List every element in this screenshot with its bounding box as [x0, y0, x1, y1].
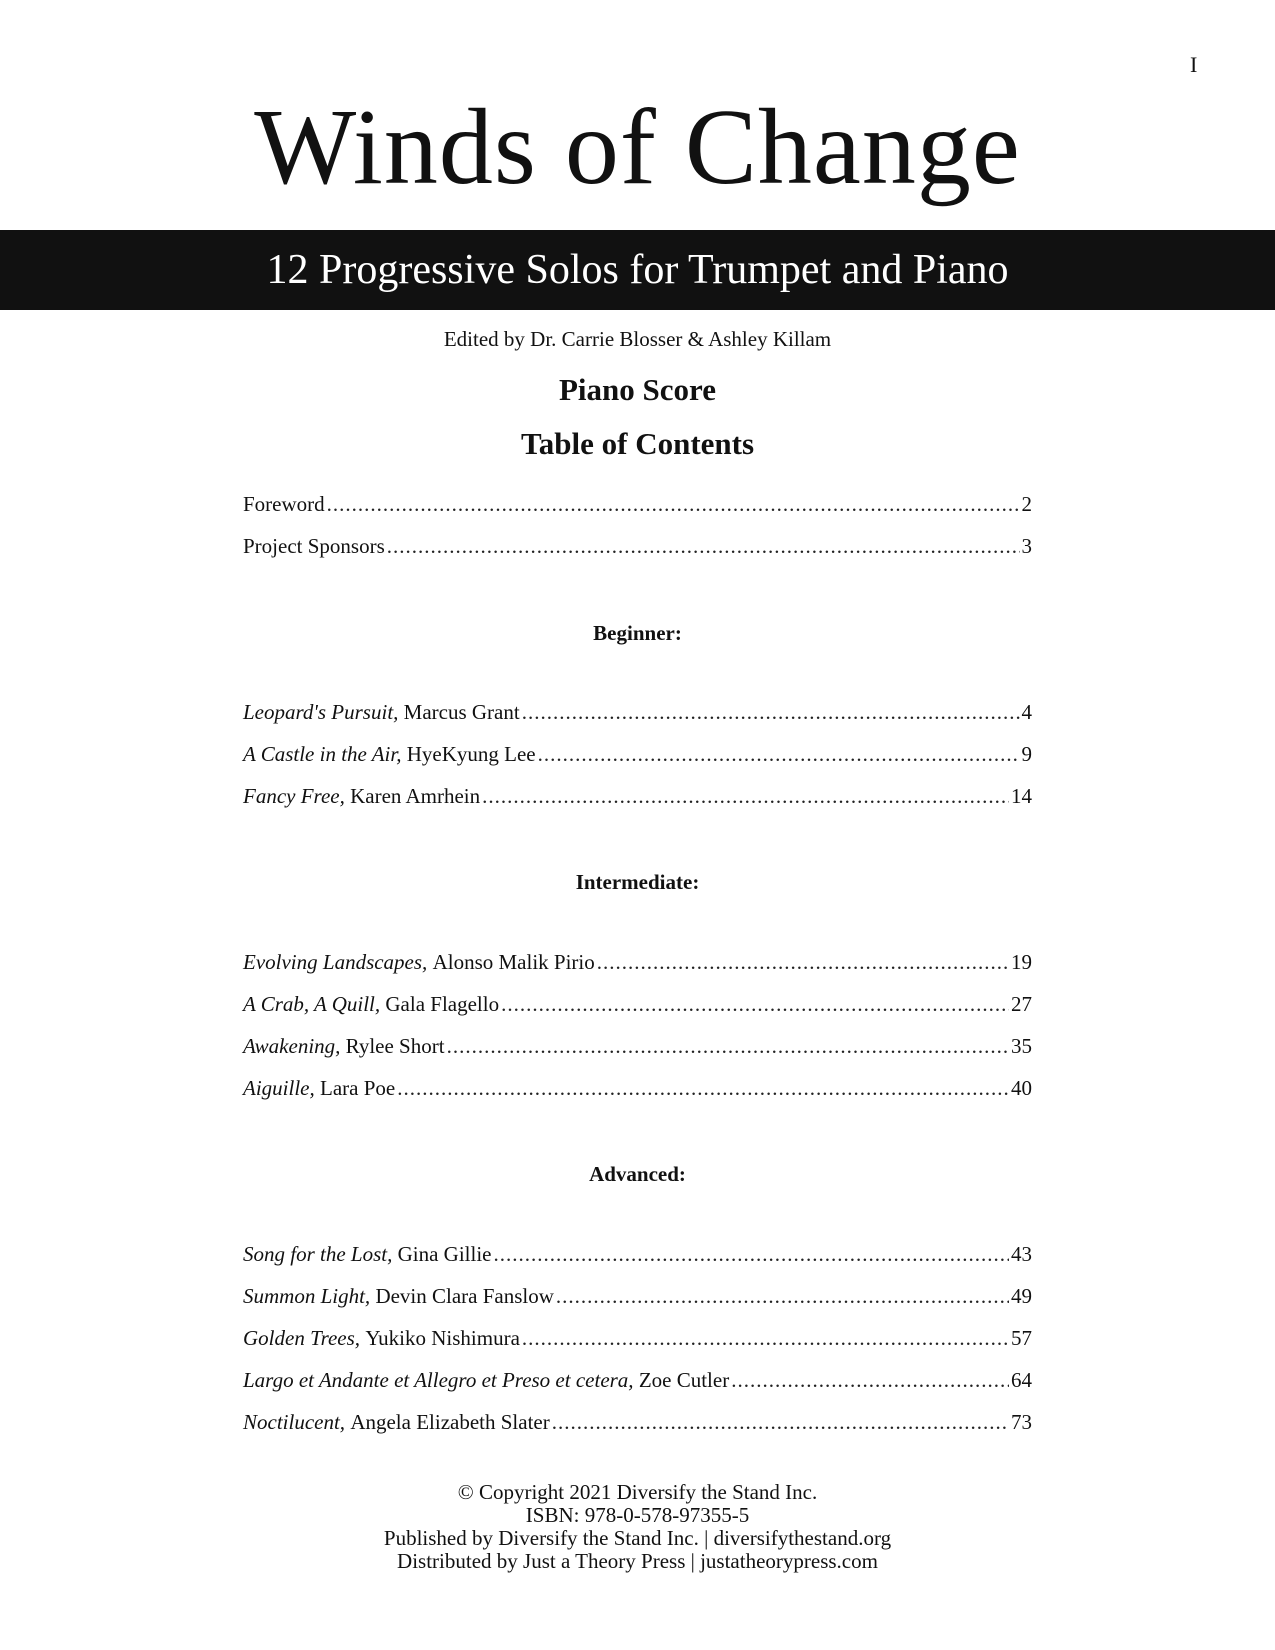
- toc-composer: Devin Clara Fanslow: [375, 1284, 554, 1308]
- toc-row[interactable]: [243, 1242, 1032, 1272]
- toc-work-title: Summon Light,: [243, 1284, 371, 1308]
- toc-composer: Alonso Malik Pirio: [432, 950, 595, 974]
- editors-credit: Edited by Dr. Carrie Blosser & Ashley Killam: [443, 327, 832, 351]
- copyright-line: © Copyright 2021 Diversify the Stand Inc.: [457, 1480, 818, 1504]
- subtitle: 12 Progressive Solos for Trumpet and Piano: [266, 247, 1009, 293]
- subtitle-banner: [0, 230, 1275, 310]
- dot-leader: [387, 534, 1020, 559]
- toc-composer: HyeKyung Lee: [406, 742, 536, 766]
- dot-leader: [501, 992, 1009, 1017]
- toc-row[interactable]: [243, 992, 1032, 1022]
- score-label: Piano Score: [559, 372, 716, 407]
- dot-leader: [552, 1410, 1009, 1435]
- dot-leader: [538, 742, 1020, 767]
- dot-leader: [522, 700, 1020, 725]
- toc-row[interactable]: [243, 1284, 1032, 1314]
- toc-page-number: 14: [1011, 784, 1032, 808]
- dot-leader: [397, 1076, 1009, 1101]
- toc-page-number: 43: [1011, 1242, 1032, 1266]
- page-title: Winds of Change: [254, 88, 1021, 207]
- toc-page-number: 4: [1021, 700, 1032, 724]
- toc-composer: Lara Poe: [320, 1076, 396, 1100]
- toc-work-title: Golden Trees,: [243, 1326, 361, 1350]
- toc-composer: Gina Gillie: [397, 1242, 492, 1266]
- toc-entry-title: Foreword: [243, 492, 325, 516]
- toc-work-title: Song for the Lost,: [243, 1242, 393, 1266]
- dot-leader: [556, 1284, 1009, 1309]
- toc-page-number: 35: [1011, 1034, 1032, 1058]
- toc-composer: Angela Elizabeth Slater: [350, 1410, 550, 1434]
- toc-work-title: Leopard's Pursuit,: [243, 700, 399, 724]
- toc-heading: Table of Contents: [520, 426, 755, 461]
- toc-row[interactable]: [243, 1410, 1032, 1440]
- toc-work-title: Largo et Andante et Allegro et Preso et cetera,: [243, 1368, 634, 1392]
- toc-page-number: 73: [1011, 1410, 1032, 1434]
- dot-leader: [327, 492, 1020, 517]
- isbn-line: ISBN: 978-0-578-97355-5: [525, 1503, 750, 1527]
- distributor-line: Distributed by Just a Theory Press | justatheorypress.com: [397, 1549, 878, 1573]
- toc-row[interactable]: [243, 1076, 1032, 1106]
- toc-row-project-sponsors[interactable]: [243, 534, 1032, 564]
- toc-page-number: 49: [1011, 1284, 1032, 1308]
- dot-leader: [597, 950, 1009, 975]
- toc-page-number: 57: [1011, 1326, 1032, 1350]
- toc-page-number: 3: [1021, 534, 1032, 558]
- dot-leader: [731, 1368, 1009, 1393]
- toc-composer: Yukiko Nishimura: [365, 1326, 520, 1350]
- toc-row-foreword[interactable]: [243, 492, 1032, 522]
- toc-row[interactable]: [243, 1326, 1032, 1356]
- toc-page-number: 27: [1011, 992, 1032, 1016]
- toc-page-number: 2: [1021, 492, 1032, 516]
- toc-composer: Zoe Cutler: [638, 1368, 730, 1392]
- toc-page-number: 19: [1011, 950, 1032, 974]
- dot-leader: [494, 1242, 1009, 1267]
- toc-composer: Karen Amrhein: [350, 784, 481, 808]
- toc-row[interactable]: [243, 784, 1032, 814]
- toc-entry-title: Project Sponsors: [243, 534, 385, 558]
- toc-work-title: Aiguille,: [243, 1076, 315, 1100]
- toc-work-title: Awakening,: [243, 1034, 341, 1058]
- publisher-line: Published by Diversify the Stand Inc. | diversifythestand.org: [383, 1526, 892, 1550]
- toc-work-title: A Crab, A Quill,: [243, 992, 381, 1016]
- toc-page-number: 9: [1021, 742, 1032, 766]
- toc-composer: Rylee Short: [345, 1034, 445, 1058]
- section-label-beginner: Beginner:: [593, 621, 682, 645]
- toc-work-title: Fancy Free,: [243, 784, 345, 808]
- section-label-intermediate: Intermediate:: [575, 870, 700, 894]
- dot-leader: [482, 784, 1009, 809]
- toc-row[interactable]: [243, 1034, 1032, 1064]
- dot-leader: [447, 1034, 1009, 1059]
- section-label-advanced: Advanced:: [589, 1162, 686, 1186]
- dot-leader: [522, 1326, 1009, 1351]
- toc-row[interactable]: [243, 700, 1032, 730]
- toc-composer: Gala Flagello: [385, 992, 500, 1016]
- toc-row[interactable]: [243, 1368, 1032, 1398]
- toc-work-title: Evolving Landscapes,: [243, 950, 428, 974]
- toc-page-number: 40: [1011, 1076, 1032, 1100]
- toc-composer: Marcus Grant: [403, 700, 520, 724]
- toc-work-title: Noctilucent,: [243, 1410, 346, 1434]
- toc-row[interactable]: [243, 950, 1032, 980]
- toc-row[interactable]: [243, 742, 1032, 772]
- toc-work-title: A Castle in the Air,: [243, 742, 402, 766]
- toc-page-number: 64: [1011, 1368, 1032, 1392]
- page-number: I: [1190, 52, 1198, 77]
